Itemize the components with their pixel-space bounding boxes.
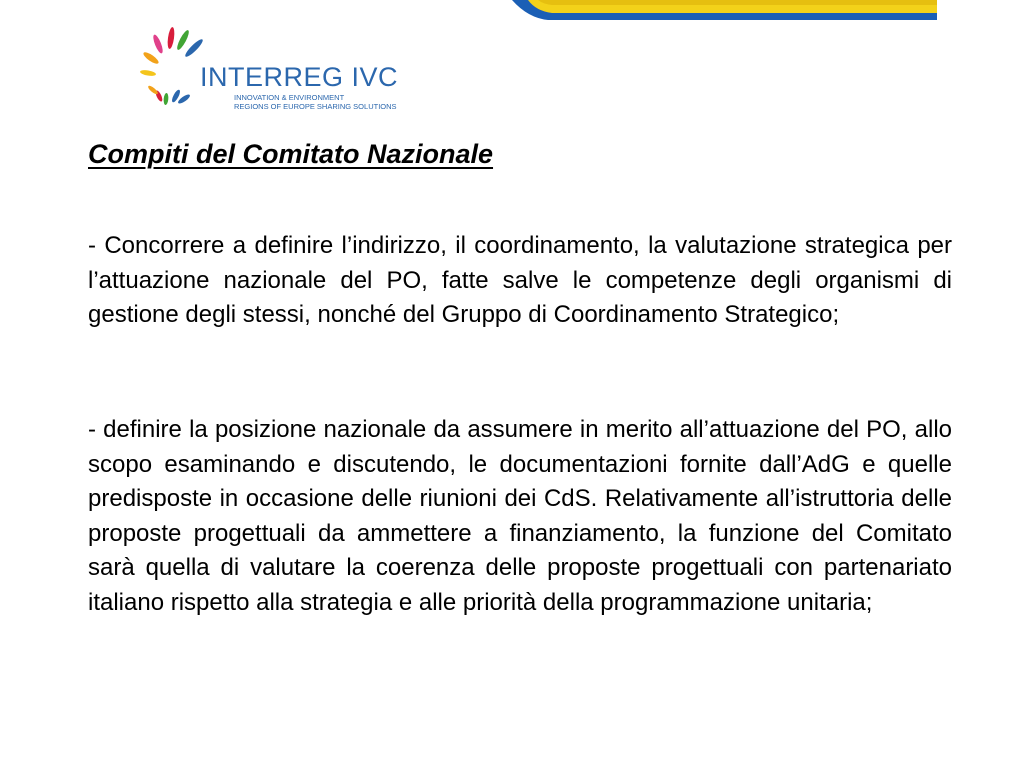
slide-title: Compiti del Comitato Nazionale xyxy=(88,139,494,169)
interreg-logo xyxy=(136,26,446,112)
body-paragraph-1: - Concorrere a definire l’indirizzo, il coordinamento, la valutazione strategica per l’attuazione nazionale del PO, fatte salve le competenze degli organismi di gestione degli stessi, nonché del Gruppo di Coordinamento Strategico; xyxy=(88,232,952,328)
header-band-graphic xyxy=(0,0,1024,24)
body-paragraph-2: - definire la posizione nazionale da assumere in merito all’attuazione del PO, allo scopo esaminando e discutendo, le documentazioni fornite dall’AdG e quelle predisposte in occasione delle riunioni dei CdS. Relativamente all’istruttoria delle proposte progettuali da ammettere a finanziamento, la funzione del Comitato sarà quella di valutare la coerenza delle proposte progettuali con partenariato italiano rispetto alla strategia e alle priorità della programmazione unitaria; xyxy=(88,416,952,616)
logo-title: INTERREG IVC xyxy=(200,62,399,92)
logo-tagline-line1: INNOVATION & ENVIRONMENT xyxy=(234,93,345,102)
header-band xyxy=(0,0,1024,24)
logo-petals-icon xyxy=(136,26,206,112)
logo-tagline-line2: REGIONS OF EUROPE SHARING SOLUTIONS xyxy=(234,102,397,111)
